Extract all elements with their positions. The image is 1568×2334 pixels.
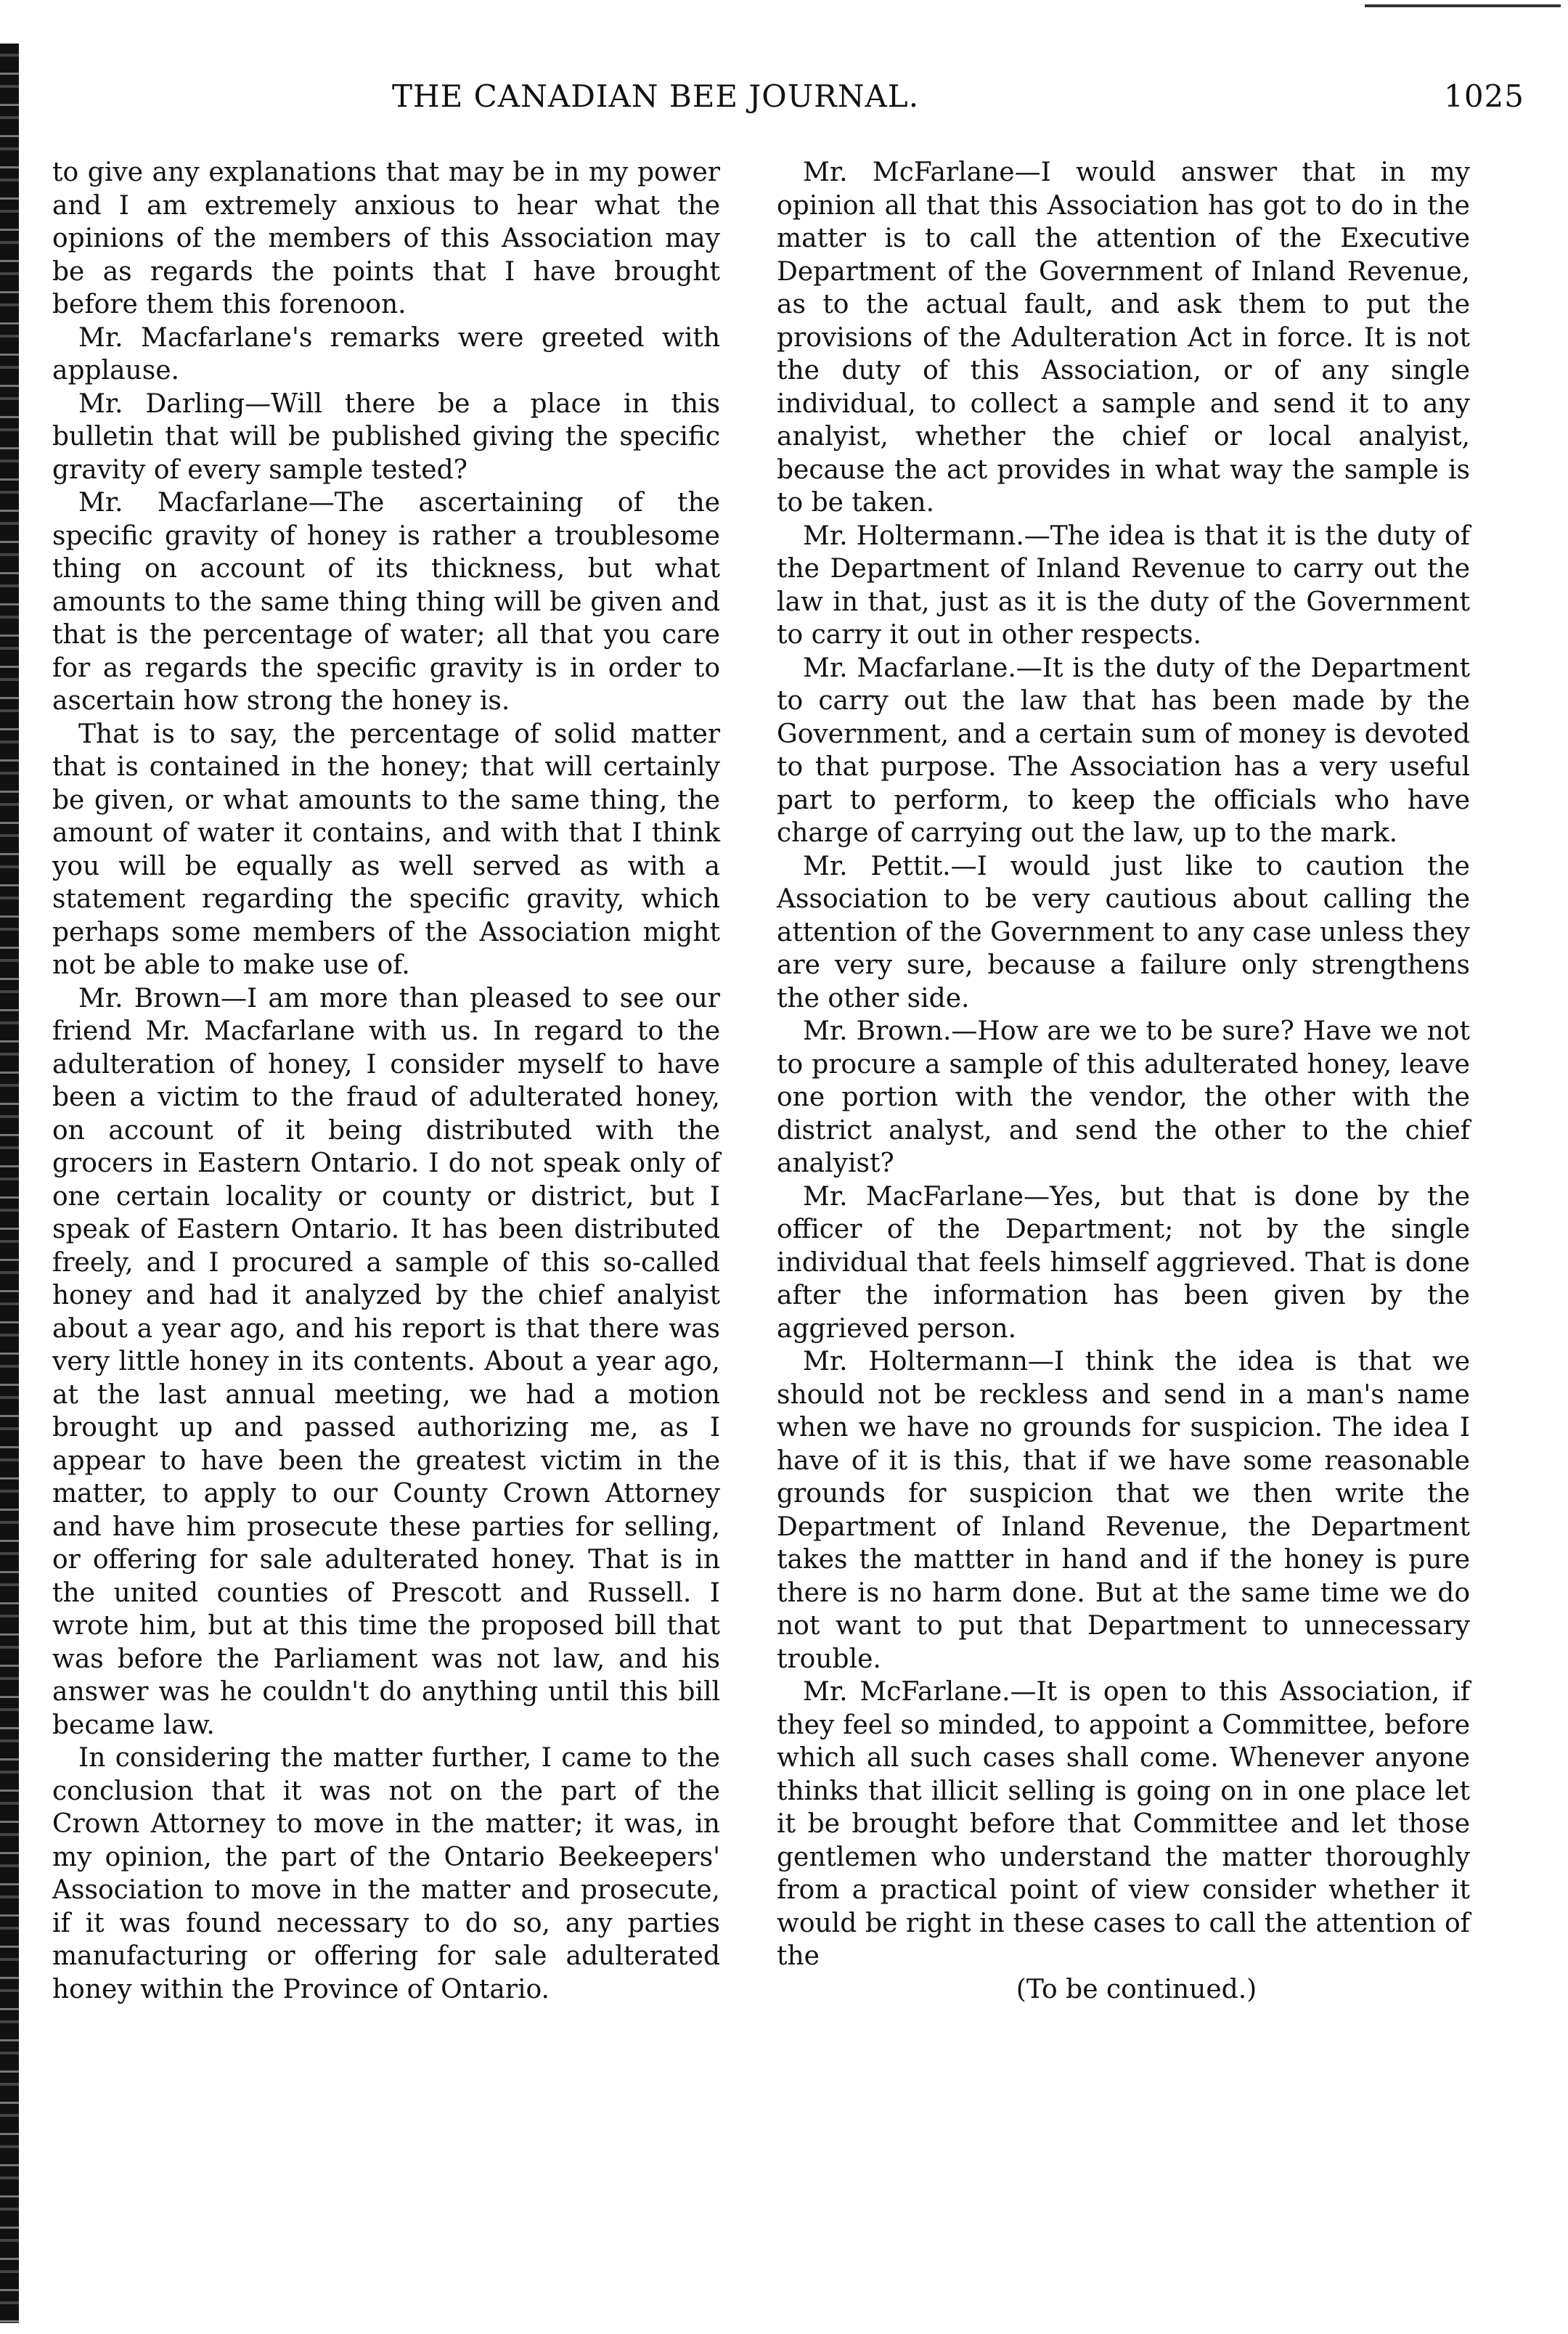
paragraph: Mr. Macfarlane—The ascertaining of the specific gravity of honey is rather a troublesome thing on account of its thickness, but what amounts to the same thing thing will be given and that is the percentage of water; all that you care for as regards the specific gravity is in order to ascertain how strong the honey is. <box>52 488 720 716</box>
paragraph: In considering the matter further, I came to the conclusion that it was not on the part of the Crown Attorney to move in the matter; it was, in my opinion, the part of the Ontario Beekeepers' Association to move in the matter and prosecute, if it was found necessary to do so, any parties manufacturing or offering for sale adulterated honey within the Province of Ontario. <box>52 1743 720 2004</box>
paragraph: Mr. Macfarlane.—It is the duty of the Department to carry out the law that has been made by the Government, and a certain sum of money is devoted to that purpose. The Association has a very useful part to perform, to keep the officials who have charge of carrying out the law, up to the mark. <box>777 653 1470 848</box>
journal-title: THE CANADIAN BEE JOURNAL. <box>392 78 920 114</box>
paragraph: Mr. MacFarlane—Yes, but that is done by the officer of the Department; not by the single individual that feels himself aggrieved. That is done after the information has been given by the aggrieved person. <box>777 1181 1470 1344</box>
paragraph: Mr. Darling—Will there be a place in this bulletin that will be published giving the specific gravity of every sample tested? <box>52 388 720 485</box>
left-column <box>52 156 720 2006</box>
paragraph: Mr. Brown—I am more than pleased to see our friend Mr. Macfarlane with us. In regard to the adulteration of honey, I consider myself to have been a victim to the fraud of adulterated honey, on account of it being distributed with the grocers in Eastern Ontario. I do not speak only of one certain locality or county or district, but I speak of Eastern Ontario. It has been distributed freely, and I procured a sample of this so-called honey and had it analyzed by the chief analyist about a year ago, and his report is that there was very little honey in its contents. About a year ago, at the last annual meeting, we had a motion brought up and passed authorizing me, as I appear to have been the greatest victim in the matter, to apply to our County Crown Attorney and have him prosecute these parties for selling, or offering for sale adulterated honey. That is in the united counties of Prescott and Russell. I wrote him, but at this time the proposed bill that was before the Parliament was not law, and his answer was he couldn't do anything until this bill became law. <box>52 983 720 1740</box>
to-be-continued: (To be continued.) <box>1016 1974 1257 2004</box>
paragraph: Mr. McFarlane.—It is open to this Association, if they feel so minded, to appoint a Committee, before which all such cases shall come. Whenever anyone thinks that illicit selling is going on in one place let it be brought before that Committee and let those gentlemen who understand the matter thoroughly from a practical point of view consider whether it would be right in these cases to call the attention of the <box>777 1677 1470 1971</box>
binding-edge <box>0 44 19 2323</box>
paragraph: Mr. McFarlane—I would answer that in my opinion all that this Association has got to do in the matter is to call the attention of the Executive Department of the Government of Inland Revenue, as to the actual fault, and ask them to put the provisions of the Adulteration Act in force. It is not the duty of this Association, or of any single individual, to collect a sample and send it to any analyist, whether the chief or local analyist, because the act provides in what way the sample is to be taken. <box>777 158 1470 518</box>
paragraph: Mr. Holtermann.—The idea is that it is the duty of the Department of Inland Revenue to carry out the law in that, just as it is the duty of the Government to carry it out in other respects. <box>777 521 1470 650</box>
page-header <box>392 78 1524 122</box>
page-number: 1025 <box>1444 78 1524 114</box>
paragraph: That is to say, the percentage of solid matter that is contained in the honey; that will certainly be given, or what amounts to the same thing, the amount of water it contains, and with that I think you will be equally as well served as with a statement regarding the specific gravity, which perhaps some members of the Association might not be able to make use of. <box>52 719 720 980</box>
paragraph: Mr. Pettit.—I would just like to caution the Association to be very cautious about calling the attention of the Government to any case unless they are very sure, because a failure only strengthens the other side. <box>777 851 1470 1013</box>
paragraph: to give any explanations that may be in my power and I am extremely anxious to hear what the opinions of the members of this Association may be as regards the points that I have brought before them this forenoon. <box>52 158 720 319</box>
paragraph: Mr. Holtermann—I think the idea is that we should not be reckless and send in a man's name when we have no grounds for suspicion. The idea I have of it is this, that if we have some reasonable grounds for suspicion that we then write the Department of Inland Revenue, the Department takes the mattter in hand and if the honey is pure there is no harm done. But at the same time we do not want to put that Department to unnecessary trouble. <box>777 1347 1470 1674</box>
top-rule <box>1365 4 1561 7</box>
right-column <box>777 156 1470 2006</box>
paragraph: Mr. Brown.—How are we to be sure? Have we not to procure a sample of this adulterated honey, leave one portion with the vendor, the other with the district analyst, and send the other to the chief analyist? <box>777 1016 1470 1178</box>
paragraph: Mr. Macfarlane's remarks were greeted with applause. <box>52 322 720 385</box>
